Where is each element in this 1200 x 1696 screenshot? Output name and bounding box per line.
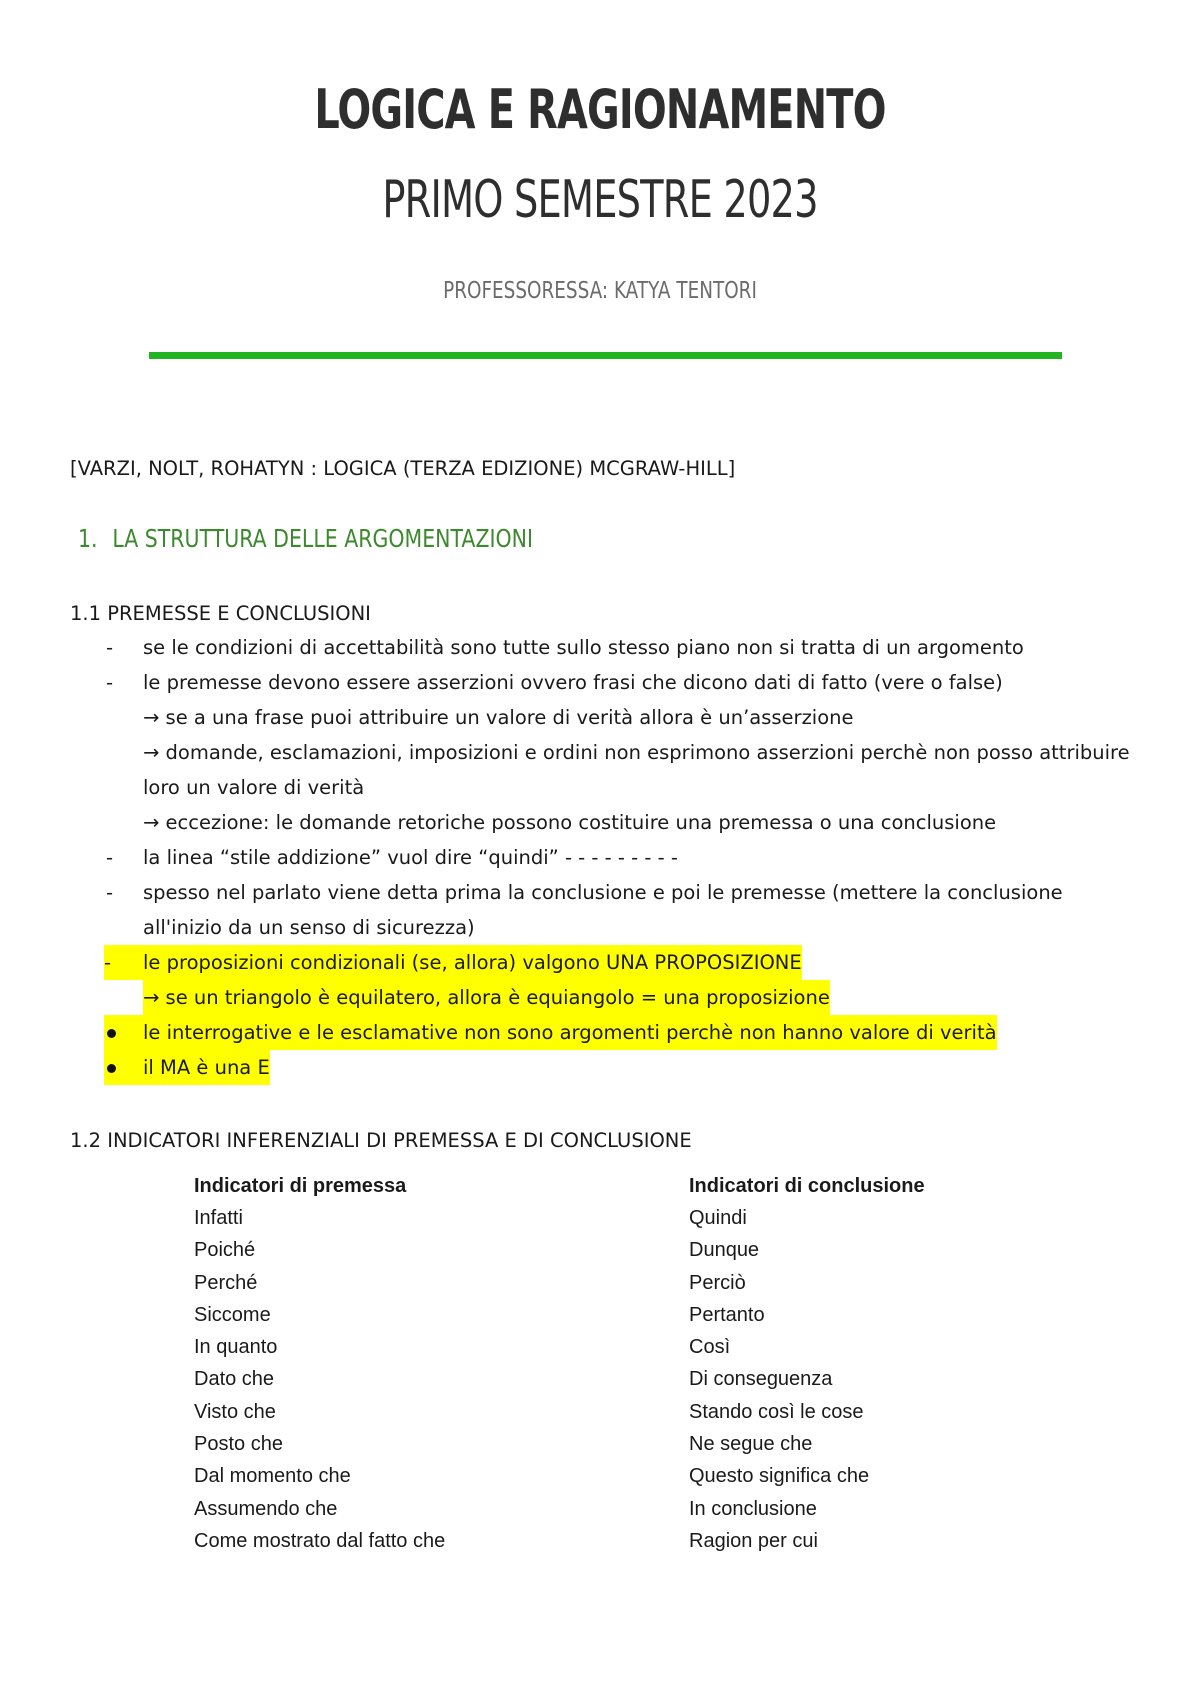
premise-indicator-item: Visto che: [194, 1400, 276, 1423]
list-item-text: la linea “stile addizione” vuol dire “quindi” - - - - - - - - -: [143, 846, 678, 869]
bibliography-reference: [VARZI, NOLT, ROHATYN : LOGICA (TERZA EDIZIONE) MCGRAW-HILL]: [70, 457, 736, 480]
list-item-text: → se a una frase puoi attribuire un valore di verità allora è un’asserzione: [143, 706, 854, 729]
bullet-icon: [104, 1015, 144, 1050]
list-item: [0, 980, 1200, 1015]
header-divider: [149, 352, 1062, 359]
professor-line: PROFESSORESSA: KATYA TENTORI: [443, 278, 757, 304]
premise-indicators-header: Indicatori di premessa: [194, 1175, 407, 1197]
premise-indicator-item: Posto che: [194, 1433, 283, 1456]
bullet-icon: [104, 1050, 144, 1085]
premise-indicator-item: Siccome: [194, 1303, 271, 1326]
list-item-text: le premesse devono essere asserzioni ovvero frasi che dicono dati di fatto (vere o false): [143, 671, 1003, 694]
premise-indicator-item: Come mostrato dal fatto che: [194, 1529, 446, 1552]
conclusion-indicator-item: Ne segue che: [689, 1433, 813, 1456]
list-item: [0, 735, 1200, 770]
premise-indicator-item: Perché: [194, 1271, 258, 1294]
list-item: [0, 1015, 1200, 1050]
conclusion-indicator-item: Così: [689, 1336, 731, 1359]
premise-indicator-item: Infatti: [194, 1207, 243, 1229]
section-title: LA STRUTTURA DELLE ARGOMENTAZIONI: [112, 524, 534, 553]
list-item-text: le interrogative e le esclamative non sono argomenti perchè non hanno valore di verità: [143, 1015, 997, 1050]
list-item: [0, 700, 1200, 735]
list-item-text: → eccezione: le domande retoriche possono costituire una premessa o una conclusione: [143, 811, 997, 834]
premise-indicator-item: Dal momento che: [194, 1465, 351, 1488]
conclusion-indicator-item: Di conseguenza: [689, 1368, 833, 1391]
list-item-text: le proposizioni condizionali (se, allora) valgono UNA PROPOSIZIONE: [143, 945, 802, 980]
conclusion-indicator-item: Stando così le cose: [689, 1400, 864, 1423]
list-item: [0, 805, 1200, 840]
list-item: [0, 910, 1200, 945]
list-item-text: spesso nel parlato viene detta prima la conclusione e poi le premesse (mettere la conclusione: [143, 881, 1063, 904]
notes-list: [0, 630, 1200, 1085]
conclusion-indicator-item: Ragion per cui: [689, 1529, 818, 1552]
subsection-2-title: 1.2 INDICATORI INFERENZIALI DI PREMESSA E DI CONCLUSIONE: [70, 1129, 692, 1152]
list-item-text: il MA è una E: [143, 1050, 270, 1085]
list-item: [0, 840, 1200, 875]
section-heading: [78, 524, 533, 553]
premise-indicator-item: Poiché: [194, 1239, 256, 1262]
list-item-text: se le condizioni di accettabilità sono tutte sullo stesso piano non si tratta di un argomento: [143, 636, 1024, 659]
list-item-text: → domande, esclamazioni, imposizioni e ordini non esprimono asserzioni perchè non posso attribuire: [143, 741, 1130, 764]
conclusion-indicator-item: Perciò: [689, 1271, 746, 1294]
document-title: LOGICA E RAGIONAMENTO: [314, 78, 886, 141]
conclusion-indicator-item: Quindi: [689, 1207, 747, 1229]
premise-indicators-column: [194, 1170, 445, 1557]
premise-indicator-item: Dato che: [194, 1368, 275, 1391]
conclusion-indicator-item: Dunque: [689, 1239, 760, 1262]
list-item: [0, 1050, 1200, 1085]
section-number: 1.: [78, 524, 98, 553]
list-marker: -: [106, 671, 114, 694]
list-item-text: loro un valore di verità: [143, 776, 365, 799]
list-marker: -: [106, 846, 114, 869]
document-subtitle: PRIMO SEMESTRE 2023: [382, 170, 818, 230]
premise-indicator-item: In quanto: [194, 1336, 278, 1359]
list-item-text: → se un triangolo è equilatero, allora è equiangolo = una proposizione: [143, 980, 830, 1015]
subsection-1-title: 1.1 PREMESSE E CONCLUSIONI: [70, 602, 371, 625]
conclusion-indicators-column: [689, 1170, 925, 1557]
list-item: [0, 945, 1200, 980]
list-marker: -: [104, 945, 144, 980]
list-item: [0, 770, 1200, 805]
premise-indicator-item: Assumendo che: [194, 1497, 338, 1520]
conclusion-indicator-item: Questo significa che: [689, 1465, 870, 1488]
list-item: [0, 875, 1200, 910]
list-item-text: all'inizio da un senso di sicurezza): [143, 916, 475, 939]
list-item: [0, 630, 1200, 665]
list-item: [0, 665, 1200, 700]
conclusion-indicators-header: Indicatori di conclusione: [689, 1175, 925, 1197]
list-marker: -: [106, 636, 114, 659]
conclusion-indicator-item: In conclusione: [689, 1497, 817, 1520]
list-marker: -: [106, 881, 114, 904]
conclusion-indicator-item: Pertanto: [689, 1303, 765, 1326]
